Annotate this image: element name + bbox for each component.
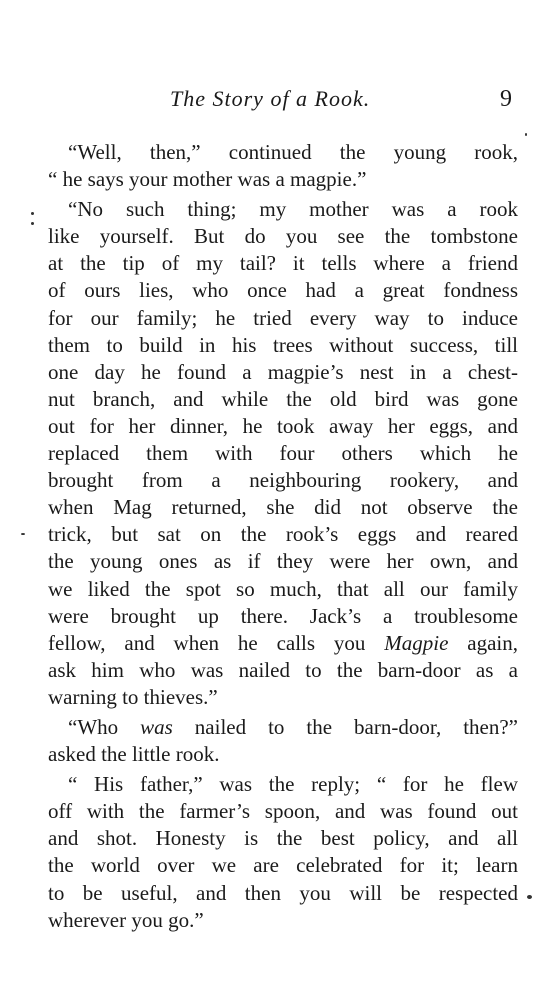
text-line: off with the farmer’s spoon, and was found out [48, 799, 518, 824]
paragraph [48, 771, 518, 934]
print-speck [527, 895, 532, 899]
text-line: we liked the spot so much, that all our family [48, 576, 518, 601]
text-line-with-italic [48, 714, 518, 741]
text-line: wherever you go.” [48, 907, 204, 932]
text-line: trick, but sat on the rook’s eggs and reared [48, 522, 518, 547]
text-line: “ His father,” was the reply; “ for he flew [68, 772, 518, 797]
text-line: “No such thing; my mother was a rook [68, 197, 518, 222]
paragraph [48, 714, 518, 768]
print-speck [525, 133, 527, 136]
text-line: the young ones as if they were her own, and [48, 549, 518, 574]
print-speck [31, 212, 34, 215]
text-fragment: again, [448, 630, 518, 655]
page-number: 9 [500, 86, 512, 112]
text-fragment: fellow, and when he calls you [48, 630, 385, 655]
paragraph [48, 196, 518, 711]
text-line: “Well, then,” continued the young rook, [68, 140, 518, 164]
text-line: of ours lies, who once had a great fondness [48, 278, 518, 303]
text-fragment: “Who [68, 714, 141, 739]
text-line: out for her dinner, he took away her eggs, and [48, 413, 518, 438]
paragraph [48, 139, 518, 193]
print-speck [21, 533, 25, 535]
print-speck [31, 222, 34, 225]
running-head [0, 86, 559, 118]
text-line: like yourself. But do you see the tombstone [48, 224, 518, 249]
running-title: The Story of a Rook. [170, 86, 371, 111]
italic-word: Magpie [384, 630, 449, 655]
text-fragment: nailed to the barn-door, then?” [172, 714, 518, 739]
text-line: them to build in his trees without success, till [48, 332, 518, 357]
text-line: one day he found a magpie’s nest in a chest- [48, 359, 518, 384]
text-line: when Mag returned, she did not observe the [48, 495, 518, 520]
text-line: to be useful, and then you will be respected [48, 880, 518, 905]
text-line: asked the little rook. [48, 742, 220, 767]
text-line: “ he says your mother was a magpie.” [48, 167, 367, 192]
text-line: replaced them with four others which he [48, 441, 518, 466]
text-line: nut branch, and while the old bird was gone [48, 386, 518, 411]
text-line: and shot. Honesty is the best policy, and all [48, 826, 518, 851]
text-line: the world over we are celebrated for it; learn [48, 853, 518, 878]
text-line: brought from a neighbouring rookery, and [48, 468, 518, 493]
italic-word: was [140, 714, 173, 739]
text-line: at the tip of my tail? it tells where a friend [48, 251, 518, 276]
text-line: warning to thieves.” [48, 684, 218, 709]
text-line: ask him who was nailed to the barn-door as a [48, 657, 518, 682]
text-line: for our family; he tried every way to induce [48, 305, 518, 330]
text-line-with-italic [48, 630, 518, 657]
text-line: were brought up there. Jack’s a troublesome [48, 603, 518, 628]
body-text [48, 139, 518, 934]
